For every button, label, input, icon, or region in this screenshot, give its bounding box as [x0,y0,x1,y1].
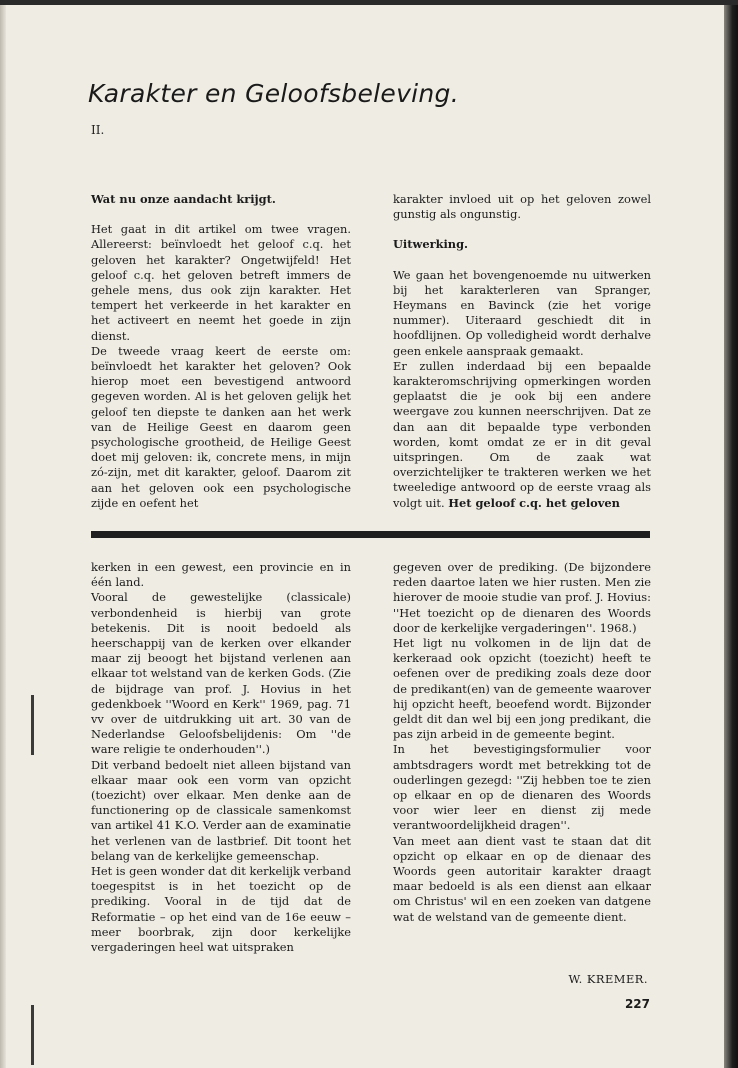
paragraph: Het ligt nu volkomen in de lijn dat de kerkeraad ook opzicht (toezicht) heeft te oefenen over de prediking zoals deze door de predikant(en) van de gemeente waarover hij opzicht heeft, beoefend wordt. Bijzonder geldt dit dan wel bij een jong predikant, die pas zijn arbeid in de gemeente begint. [393,636,651,742]
paragraph: In het bevestigingsformulier voor ambtsdragers wordt met betrekking tot de ouderlingen gezegd: ''Zij hebben toe te zien op elkaar en op de dienaren des Woords voor wier leer en dienst zij mede verantwoordelijkheid dragen''. [393,742,651,833]
part-number: II. [91,123,105,137]
paragraph: Het is geen wonder dat dit kerkelijk verband toegespitst is in het toezicht op de prediking. Vooral in de tijd dat de Reformatie – op het eind van de 16e eeuw – meer boorbrak, zijn door kerkelijke vergaderingen heel wat uitspraken [91,864,351,955]
page-left-edge [0,5,6,1068]
paragraph: Van meet aan dient vast te staan dat dit opzicht op elkaar en op de dienaar des Woords geen autoritair karakter draagt maar bedoeld is als een dienst aan elkaar om Christus' wil en een zoeken van datgene wat de welstand van de gemeente dient. [393,833,651,924]
paragraph: karakter invloed uit op het geloven zowel gunstig als ongunstig. [393,192,651,222]
bold-phrase: Het geloof c.q. het geloven [448,495,620,510]
section-divider [91,531,650,538]
binding-mark [31,1005,34,1065]
column-bottom-right [393,560,651,925]
paragraph: Vooral de gewestelijke (classicale) verbondenheid is hierbij van grote betekenis. Dit is nooit bedoeld als heerschappij van de kerken over elkander maar zij beoogt het bijstand verlenen aan elkaar tot welstand van de kerken Gods. (Zie de bijdrage van prof. J. Hovius in het gedenkboek ''Woord en Kerk'' 1969, pag. 71 vv over de uitdrukking uit art. 30 van de Nederlandse Geloofsbelijdenis: Om ''de ware religie te onderhouden''.) [91,590,351,757]
paragraph-text: Er zullen inderdaad bij een bepaalde karakteromschrijving opmerkingen worden geplaatst die je ook bij een andere weergave zou kunnen neerschrijven. Dat ze dan aan dit bepaalde type verbonden worden, komt omdat ze er in dit geval uitspringen. Om de zaak wat overzichtelijker te trakteren werken we het tweeledige antwoord op de eerste vraag als volgt uit. [393,358,651,510]
author-signature: W. KREMER. [568,972,648,986]
column-top-left [91,192,351,511]
section-heading: Wat nu onze aandacht krijgt. [91,192,276,206]
article-title: Karakter en Geloofsbeleving. [88,79,459,108]
paragraph: De tweede vraag keert de eerste om: beïnvloedt het karakter het geloven? Ook hierop moet een bevestigend antwoord gegeven worden. Al is het geloven gelijk het geloof ten diepste te danken aan het werk van de Heilige Geest en daarom geen psychologische grootheid, de Heilige Geest doet mij geloven: ik, concrete mens, in mijn zó-zijn, met dit karakter, geloof. Daarom zit aan het geloven ook een psychologische zijde en oefent het [91,343,351,510]
binding-mark [31,695,34,755]
section-heading: Uitwerking. [393,237,469,252]
column-top-right [393,192,651,511]
page-number: 227 [624,997,650,1011]
paragraph: We gaan het bovengenoemde nu uitwerken bij het karakterleren van Spranger, Heymans en Bavinck (zie het vorige nummer). Uiteraard geschiedt dit in hoofdlijnen. Op volledigheid wordt derhalve geen enkele aanspraak gemaakt. [393,267,651,358]
page-right-edge [724,5,738,1068]
paragraph: Dit verband bedoelt niet alleen bijstand van elkaar maar ook een vorm van opzicht (toezicht) over elkaar. Men denke aan de functionering op de classicale samenkomst van artikel 41 K.O. Verder aan de examinatie het verlenen van de lastbrief. Dit toont het belang van de kerkelijke gemeenschap. [91,757,351,863]
column-bottom-left [91,560,351,955]
paragraph: gegeven over de prediking. (De bijzondere reden daartoe laten we hier rusten. Men zie hierover de mooie studie van prof. J. Hovius: ''Het toezicht op de dienaren des Woords door de kerkelijke vergaderingen''. 1968.) [393,560,651,635]
paragraph: Het gaat in dit artikel om twee vragen. Allereerst: beïnvloedt het geloof c.q. het geloven het karakter? Ongetwijfeld! Het geloof c.q. het geloven betreft immers de gehele mens, dus ook zijn karakter. Het tempert het verkeerde in het karakter en het activeert en neemt het goede in zijn dienst. [91,222,351,343]
paragraph: kerken in een gewest, een provincie en in één land. [91,560,351,590]
paragraph [393,359,651,511]
